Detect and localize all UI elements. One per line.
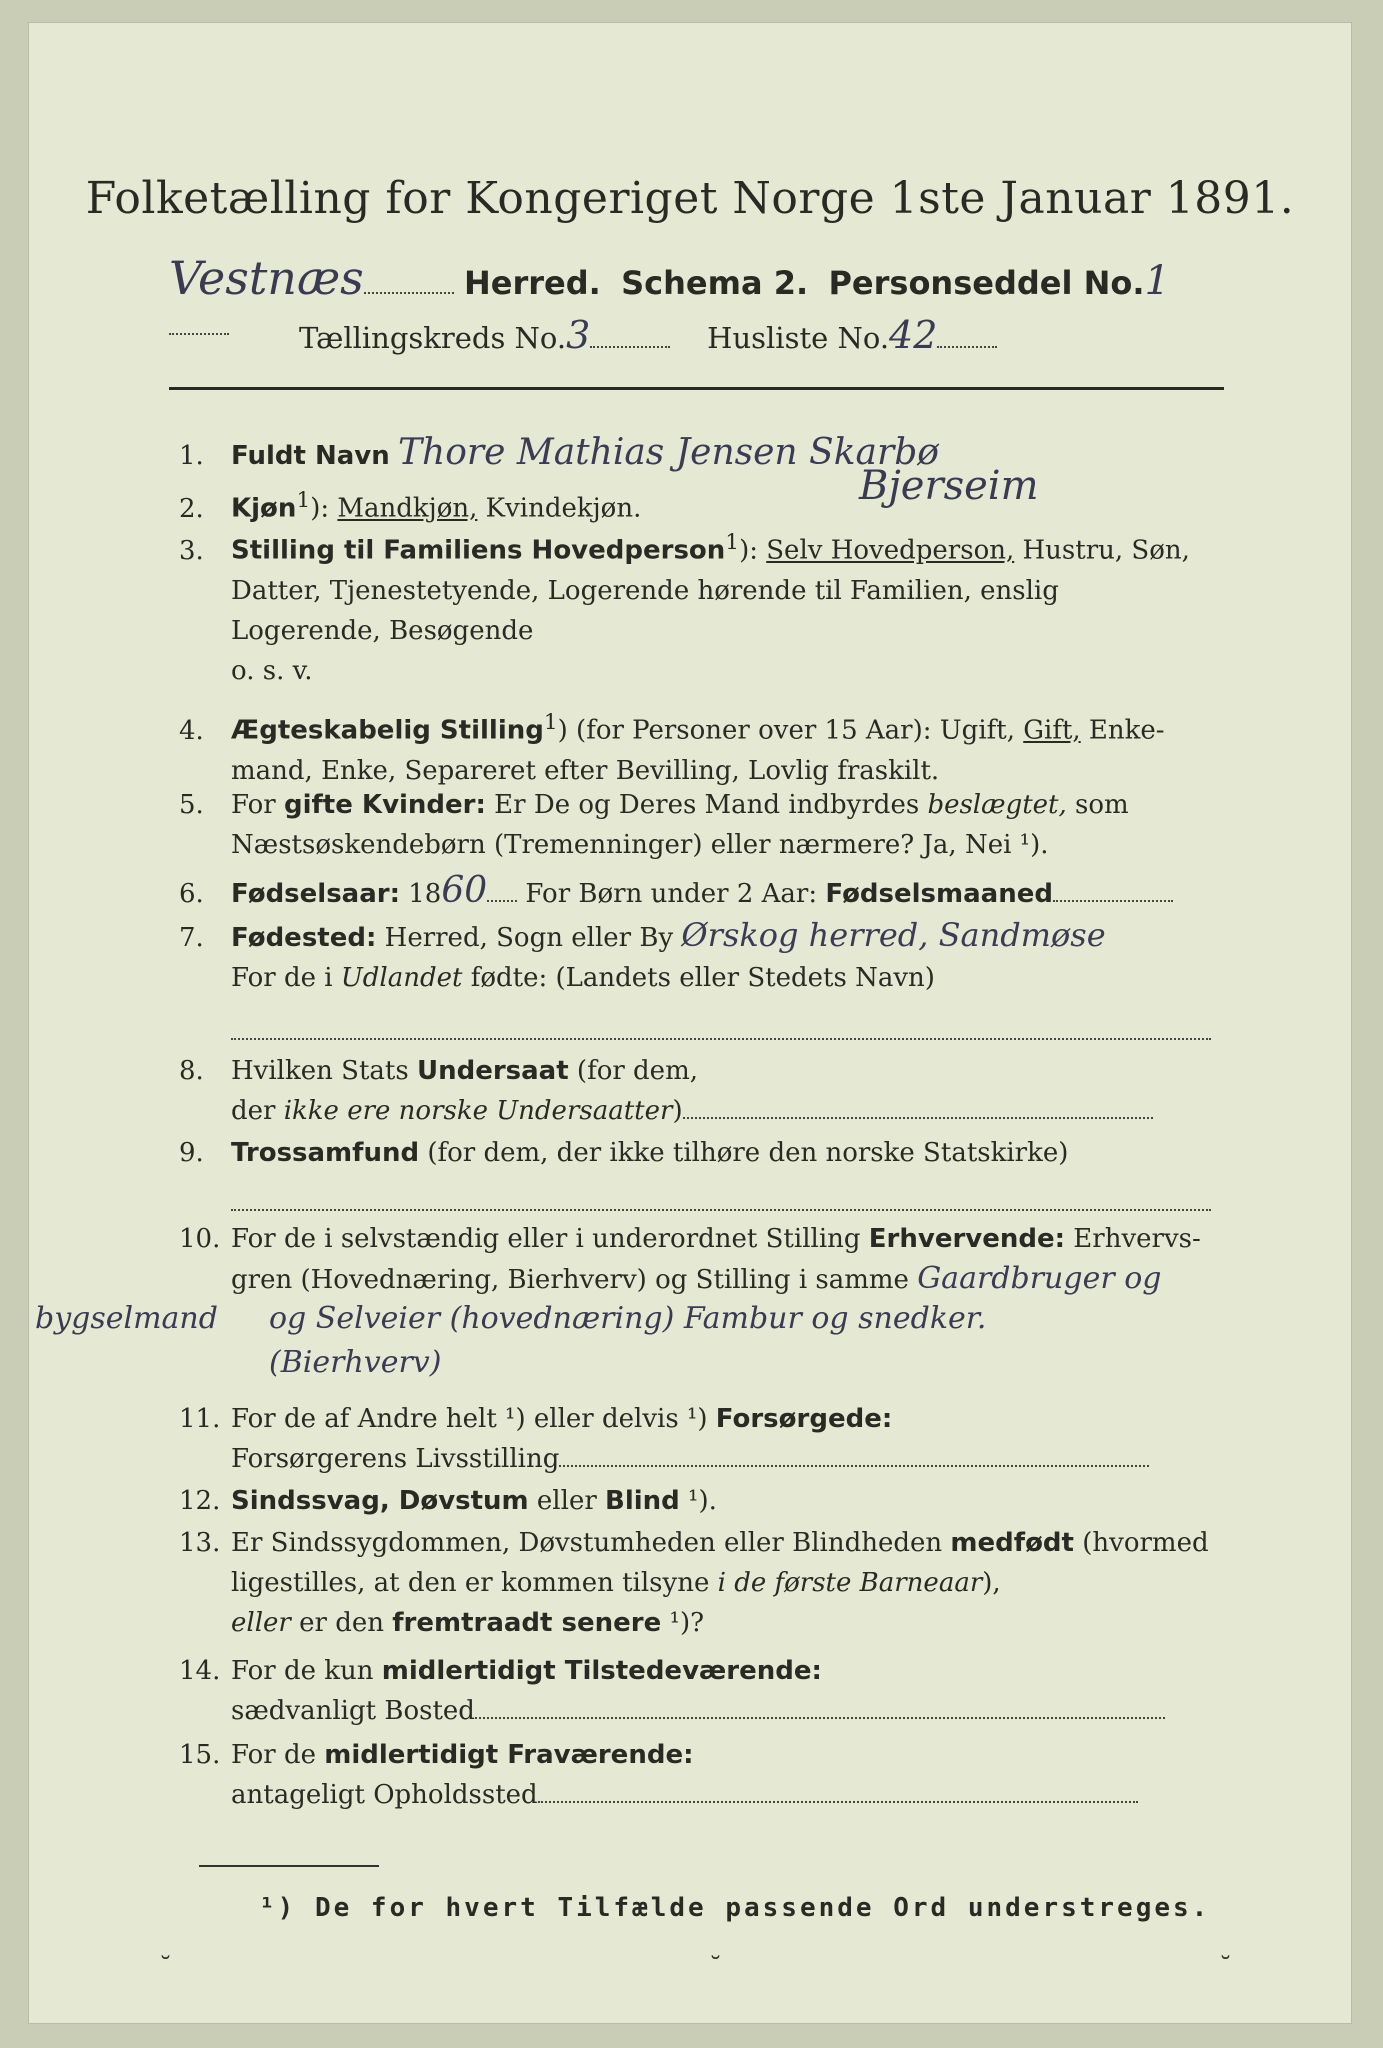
item-text: Hvilken Stats	[231, 1056, 417, 1086]
herred-label: Herred.	[463, 264, 601, 302]
kreds-row	[299, 313, 1199, 357]
dotted-line	[683, 1116, 1153, 1119]
husliste-value: 42	[889, 313, 938, 357]
herred-value: Vestnæs	[169, 251, 364, 305]
item-15	[179, 1735, 1229, 1815]
header-rule	[169, 387, 1224, 390]
stilling-label: Stilling til Familiens Hovedperson	[231, 535, 726, 566]
item-6	[179, 871, 1229, 914]
trossamfund-label: Trossamfund	[231, 1138, 420, 1168]
schema-label: Schema 2.	[621, 264, 809, 302]
item-number: 7.	[179, 923, 204, 953]
item-text: )	[672, 1096, 683, 1126]
item-10	[179, 1219, 1229, 1300]
item-text: er den	[290, 1608, 393, 1638]
occupation-margin-note: bygselmand	[35, 1301, 218, 1336]
item-text: mand, Enke, Separeret efter Bevilling, Lovlig fraskilt.	[231, 755, 940, 786]
option-selv-hovedperson: Selv Hovedperson,	[766, 535, 1015, 566]
tilstedevaerende-label: midlertidigt Tilstedeværende:	[381, 1656, 822, 1686]
dotted-line	[1053, 899, 1173, 902]
fodselsmaaned-label: Fødselsmaaned	[825, 879, 1053, 909]
item-text: ikke ere norske Undersaatter	[283, 1096, 673, 1126]
item-text: sædvanligt Bosted	[231, 1696, 475, 1726]
dotted-line	[937, 345, 997, 348]
item-text: ),	[982, 1568, 1001, 1598]
item-text: For de i selvstændig eller i underordnet Stilling	[231, 1224, 869, 1254]
item-text: Enke-	[1080, 715, 1165, 746]
item-text: ¹).	[679, 1486, 717, 1516]
dotted-line	[364, 291, 454, 294]
item-text: Herred, Sogn eller By	[376, 923, 674, 953]
item-text: Logerende, Besøgende	[231, 615, 534, 646]
item-number: 12.	[179, 1486, 221, 1516]
item-number: 9.	[179, 1138, 204, 1168]
item-4	[179, 703, 1229, 791]
fuldt-navn-label: Fuldt Navn	[231, 441, 390, 471]
sindssvag-label: Sindssvag, Døvstum	[231, 1486, 529, 1516]
dotted-line	[231, 1208, 1211, 1211]
kreds-label: Tællingskreds No.	[299, 321, 567, 355]
item-number: 5.	[179, 790, 204, 820]
item-text: (for dem, der ikke tilhøre den norske Statskirke)	[419, 1138, 1069, 1168]
item-text: Er De og Deres Mand indbyrdes	[485, 790, 928, 820]
item-1	[179, 433, 1229, 476]
item-number: 15.	[179, 1740, 221, 1770]
item-text: i de første Barneaar	[717, 1568, 983, 1598]
item-number: 1.	[179, 441, 204, 471]
fodselsaar-label: Fødselsaar:	[231, 879, 400, 909]
dotted-line	[231, 1037, 1211, 1040]
item-number: 10.	[179, 1224, 221, 1254]
item-text: For de af Andre helt ¹) eller delvis ¹)	[231, 1404, 716, 1434]
fravaerende-label: midlertidigt Fraværende:	[324, 1740, 694, 1770]
personseddel-value: 1	[1144, 258, 1170, 304]
margin-mark: ˘	[709, 1953, 722, 1983]
item-8	[179, 1051, 1229, 1131]
item-text: For de i	[231, 963, 341, 993]
margin-mark: ˘	[1219, 1953, 1232, 1983]
occupation-value: Gaardbruger og	[917, 1261, 1162, 1296]
footnote-ref: 1	[543, 710, 558, 735]
erhvervende-label: Erhvervende:	[868, 1224, 1066, 1254]
kjon-label: Kjøn	[231, 493, 297, 524]
blind-label: Blind	[605, 1486, 680, 1516]
item-text: For de kun	[231, 1656, 382, 1686]
item-number: 2.	[179, 493, 204, 524]
item-text: eller	[231, 1608, 291, 1638]
personseddel-label: Personseddel No.	[828, 264, 1145, 302]
name-value: Thore Mathias Jensen Skarbø	[398, 432, 939, 473]
item-text: Er Sindssygdommen, Døvstumheden eller Blindheden	[231, 1528, 951, 1558]
item-text: 18	[400, 879, 442, 909]
birth-year-value: 60	[441, 870, 488, 911]
dotted-line	[475, 1716, 1165, 1719]
footnote-ref: 1	[296, 488, 311, 513]
margin-mark: ˘	[159, 1953, 172, 1983]
item-5	[179, 785, 1229, 865]
husliste-label: Husliste No.	[707, 321, 890, 355]
item-text: Udlandet	[340, 963, 463, 993]
item-text: o. s. v.	[231, 655, 313, 686]
fodested-label: Fødested:	[231, 923, 377, 953]
item-number: 11.	[179, 1404, 221, 1434]
dotted-line	[559, 1464, 1149, 1467]
footnote-rule	[199, 1865, 379, 1867]
form-title: Folketælling for Kongeriget Norge 1ste Januar 1891.	[85, 173, 1295, 224]
option-gift: Gift,	[1023, 715, 1081, 746]
item-text: (for dem,	[568, 1056, 698, 1086]
item-number: 6.	[179, 879, 204, 909]
forsorgede-label: Forsørgede:	[715, 1404, 893, 1434]
item-number: 8.	[179, 1056, 204, 1086]
gifte-kvinder-label: gifte Kvinder:	[283, 790, 486, 820]
item-9	[179, 1133, 1229, 1223]
item-text: Forsørgerens Livsstilling	[231, 1444, 560, 1474]
item-text: antageligt Opholdssted	[231, 1780, 538, 1810]
item-text: Erhvervs-	[1065, 1224, 1201, 1254]
item-2	[179, 481, 1229, 529]
item-14	[179, 1651, 1229, 1731]
option-kvindekjon: Kvindekjøn.	[477, 493, 642, 524]
item-text: For de	[231, 1740, 325, 1770]
item-text: For Børn under 2 Aar:	[517, 879, 826, 909]
item-13	[179, 1523, 1229, 1643]
occupation-value-line2: og Selveier (hovednæring) Fambur og snedker.	[269, 1301, 987, 1336]
medfodt-label: medfødt	[950, 1528, 1074, 1558]
census-form-page	[28, 22, 1352, 2024]
item-text: ¹)?	[661, 1608, 705, 1638]
fremtraadt-label: fremtraadt senere	[392, 1608, 662, 1638]
item-12	[179, 1481, 1229, 1521]
item-text: beslægtet,	[927, 790, 1067, 820]
undersaat-label: Undersaat	[416, 1056, 569, 1086]
item-text: gren (Hovednæring, Bierhverv) og Stilling i samme	[231, 1265, 909, 1295]
item-text: Næstsøskendebørn (Tremenninger) eller nærmere? Ja, Nei ¹).	[231, 830, 1049, 860]
item-number: 13.	[179, 1528, 221, 1558]
item-11	[179, 1399, 1229, 1479]
birthplace-value: Ørskog herred, Sandmøse	[681, 916, 1106, 954]
dotted-line	[590, 345, 670, 348]
item-text: ligestilles, at den er kommen tilsyne	[231, 1568, 718, 1598]
item-number: 3.	[179, 535, 204, 566]
dotted-line	[487, 899, 517, 902]
dotted-line	[169, 332, 229, 335]
kreds-value: 3	[566, 313, 591, 357]
item-number: 4.	[179, 715, 204, 746]
item-text: som	[1066, 790, 1129, 820]
dotted-line	[538, 1800, 1138, 1803]
item-text: ) (for Personer over 15 Aar): Ugift,	[557, 715, 1024, 746]
item-text: der	[231, 1096, 284, 1126]
item-text: fødte: (Landets eller Stedets Navn)	[462, 963, 935, 993]
aegteskab-label: Ægteskabelig Stilling	[231, 715, 544, 746]
item-text: eller	[528, 1486, 606, 1516]
item-text: ):	[310, 493, 338, 524]
footnote: ¹) De for hvert Tilfælde passende Ord understreges.	[259, 1893, 1211, 1923]
occupation-value-line3: (Bierhverv)	[269, 1345, 442, 1380]
item-text: (hvormed	[1073, 1528, 1209, 1558]
item-text: Datter, Tjenestetyende, Logerende hørende til Familien, enslig	[231, 575, 1059, 606]
item-text: For	[231, 790, 284, 820]
item-7	[179, 915, 1229, 1052]
option-mandkjon: Mandkjøn,	[337, 493, 478, 524]
item-3: 3. Stilling til Familiens Hovedperson$^1$): Selv Hovedperson, Hustru, Søn, Datter, Tjenestetyende, Logerende hørende til Familien, enslig Logerende, Besøgende o. s. v.	[179, 523, 1229, 691]
item-number: 14.	[179, 1656, 221, 1686]
item-text: Hustru, Søn,	[1014, 535, 1190, 566]
footnote-ref: 1	[725, 530, 740, 555]
name-addition: Bjerseim	[859, 463, 1039, 509]
